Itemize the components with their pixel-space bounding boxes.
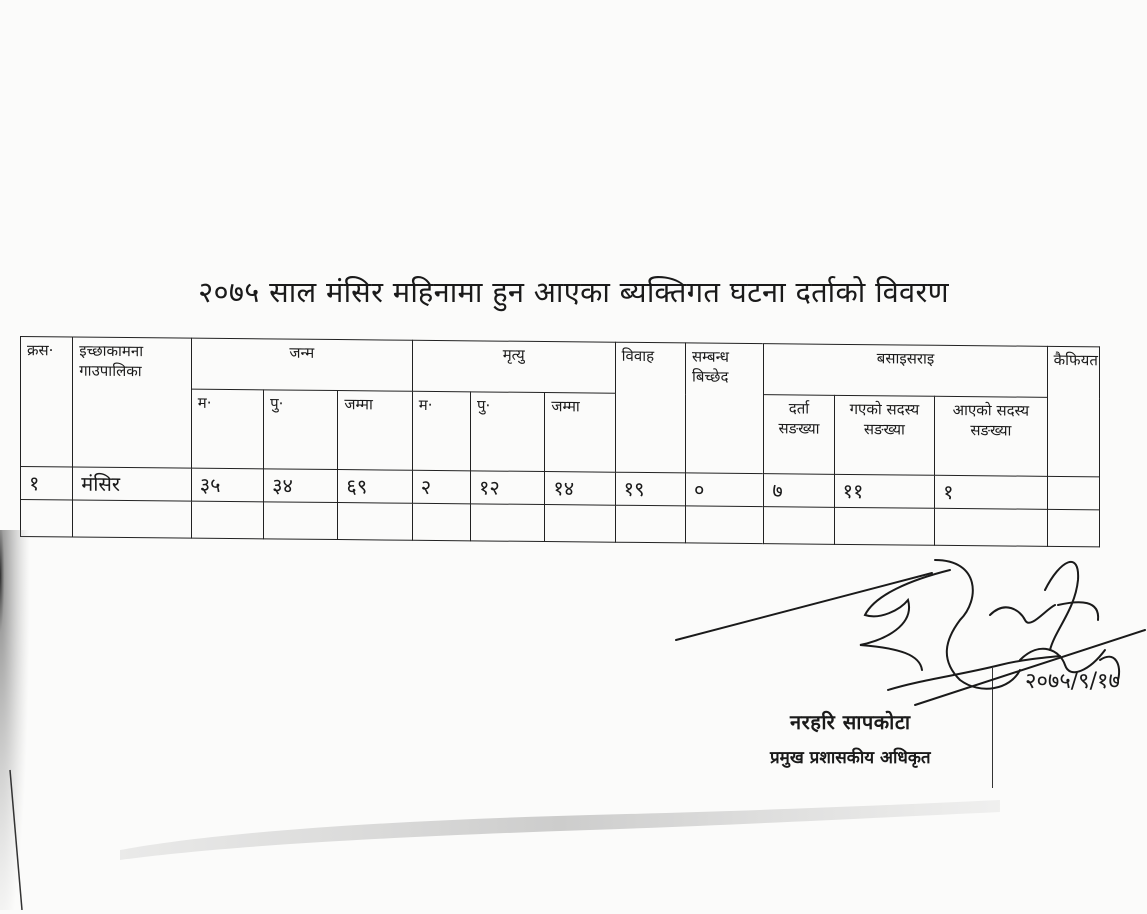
- scan-edge-shadow: [0, 530, 30, 910]
- header-birth-male: पु·: [264, 390, 338, 470]
- header-death-female: म·: [412, 391, 470, 471]
- cell-marriage: १९: [615, 472, 685, 506]
- cell-death-female: २: [412, 470, 470, 504]
- header-row-main: [21, 337, 1100, 398]
- header-divorce: सम्बन्ध बिच्छेद: [685, 343, 763, 474]
- vital-events-table: [20, 336, 1100, 547]
- empty-cell: [338, 503, 412, 541]
- header-out-members: गएको सदस्य सङख्या: [834, 395, 934, 475]
- empty-cell: [545, 505, 615, 543]
- cell-serial: १: [21, 467, 73, 501]
- empty-cell: [764, 507, 834, 545]
- officer-name: नरहरि सापकोटा: [790, 710, 911, 734]
- empty-cell: [471, 504, 545, 542]
- header-birth: जन्म: [191, 338, 412, 391]
- header-registration-count: दर्ता सङख्या: [764, 395, 834, 475]
- header-remarks: कैफियत: [1047, 346, 1099, 477]
- page-title: २०७५ साल मंसिर महिनामा हुन आएका ब्यक्तिगत घटना दर्ताको विवरण: [198, 275, 949, 309]
- cell-migration-registration: ७: [764, 474, 834, 508]
- empty-cell: [685, 506, 763, 544]
- empty-cell: [73, 500, 192, 538]
- header-birth-female: म·: [191, 389, 263, 469]
- empty-cell: [615, 505, 685, 543]
- cell-migration-in: १: [935, 475, 1048, 509]
- header-in-members: आएको सदस्य सङख्या: [935, 396, 1048, 476]
- empty-cell: [191, 501, 263, 539]
- empty-cell: [264, 502, 338, 540]
- header-migration: बसाइसराइ: [764, 344, 1047, 398]
- cell-death-male: १२: [471, 471, 545, 505]
- header-death-male: पु·: [471, 392, 545, 472]
- empty-cell: [412, 503, 470, 541]
- officer-designation: प्रमुख प्रशासकीय अधिकृत: [770, 748, 931, 768]
- cell-birth-male: ३४: [264, 469, 338, 503]
- cell-month: मंसिर: [73, 467, 192, 501]
- cell-birth-total: ६९: [338, 470, 412, 504]
- header-marriage: विवाह: [615, 342, 685, 473]
- cell-divorce: ०: [685, 473, 763, 507]
- header-birth-total: जम्मा: [338, 391, 412, 471]
- header-death: मृत्यु: [412, 340, 615, 393]
- cell-remarks: [1047, 476, 1099, 510]
- header-death-total: जम्मा: [545, 393, 615, 473]
- cell-death-total: १४: [545, 472, 615, 506]
- scan-smudge: [110, 790, 1010, 860]
- cell-migration-out: ११: [834, 474, 934, 508]
- signature-date: २०७५/९/१७: [1025, 669, 1120, 694]
- cell-birth-female: ३५: [191, 468, 263, 502]
- header-municipality: इच्छाकामना गाउपालिका: [73, 337, 192, 468]
- header-serial: क्रस·: [21, 337, 73, 468]
